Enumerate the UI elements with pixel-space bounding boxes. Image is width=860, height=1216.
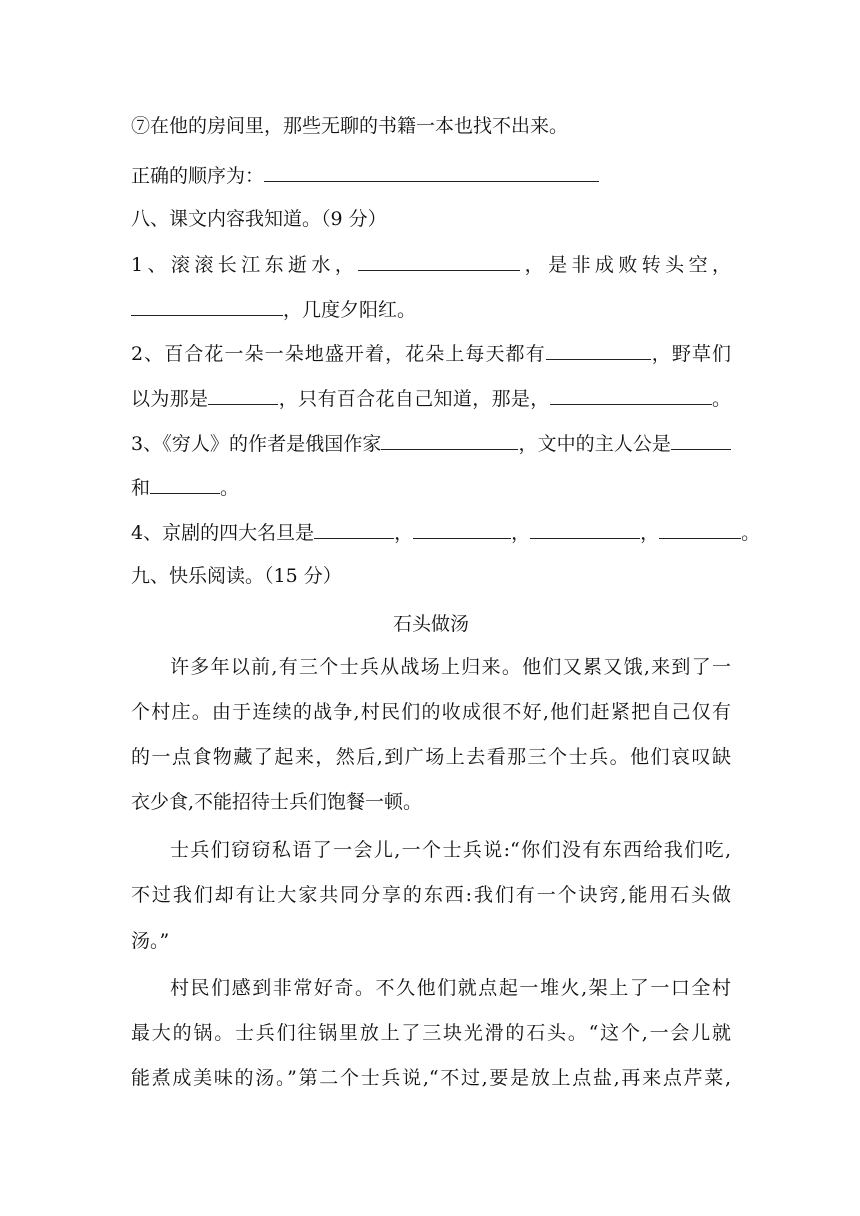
q4-comma-1: ， [394, 522, 414, 544]
option-7-line: ⑦在他的房间里，那些无聊的书籍一本也找不出来。 [131, 115, 569, 137]
q3-text-d: 。 [220, 477, 240, 499]
q2-blank-3[interactable] [550, 386, 712, 405]
q3-text-b: ，文中的主人公是 [518, 433, 671, 455]
q2-blank-2[interactable] [208, 386, 278, 405]
paragraph-3-line-3: 能煮成美味的汤。”第二个士兵说,“不过,要是放上点盐,再来点芹菜, [131, 1067, 731, 1089]
paragraph-1-line-4: 衣少食,不能招待士兵们饱餐一顿。 [131, 791, 423, 813]
q2-blank-1[interactable] [546, 341, 651, 360]
question-4-line [131, 520, 761, 545]
q4-blank-1[interactable] [314, 520, 394, 539]
q4-blank-2[interactable] [413, 520, 511, 539]
q3-text-c: 和 [131, 477, 151, 499]
q2-text-a: 2、百合花一朵一朵地盛开着，花朵上每天都有 [131, 343, 546, 365]
q4-blank-3[interactable] [530, 520, 640, 539]
correct-order-line [131, 163, 731, 188]
q4-text-a: 4、京剧的四大名旦是 [131, 522, 315, 544]
q2-text-c: 以为那是 [131, 388, 209, 410]
q3-text-a: 3、《穷人》的作者是俄国作家 [131, 433, 382, 455]
passage-title: 石头做汤 [392, 613, 469, 635]
paragraph-2-line-2: 不过我们却有让大家共同分享的东西:我们有一个诀窍,能用石头做 [131, 884, 731, 906]
q4-comma-2: ， [511, 522, 531, 544]
q2-text-e: 。 [711, 388, 731, 410]
q1-text-a: 1、滚滚长江东逝水， [131, 254, 359, 276]
q3-blank-3[interactable] [150, 475, 220, 494]
paragraph-3-line-1: 村民们感到非常好奇。不久他们就点起一堆火,架上了一口全村 [170, 977, 731, 999]
paragraph-1-line-1: 许多年以前,有三个士兵从战场上归来。他们又累又饿,来到了一 [170, 656, 731, 678]
q2-text-b: ，野草们 [650, 343, 731, 365]
paragraph-3-line-2: 最大的锅。士兵们往锅里放上了三块光滑的石头。“这个,一会儿就 [131, 1022, 731, 1044]
correct-order-blank[interactable] [264, 163, 599, 182]
question-1-line-1 [131, 252, 731, 277]
q3-blank-1[interactable] [381, 431, 518, 450]
q4-blank-4[interactable] [659, 520, 741, 539]
paragraph-1-line-3: 的一点食物藏了起来，然后,到广场上去看那三个士兵。他们哀叹缺 [131, 746, 731, 768]
paragraph-1-line-2: 个村庄。由于连续的战争,村民们的收成很不好,他们赶紧把自己仅有 [131, 701, 731, 723]
question-3-line-1 [131, 431, 731, 456]
q1-text-c: ，几度夕阳红。 [283, 299, 417, 321]
q3-blank-2[interactable] [671, 431, 731, 450]
question-2-line-2 [131, 386, 731, 411]
q4-period: 。 [741, 522, 761, 544]
paragraph-2-line-3: 汤。” [131, 930, 170, 952]
q2-text-d: ，只有百合花自己知道，那是， [278, 388, 550, 410]
question-3-line-2 [131, 475, 731, 500]
question-1-line-2 [131, 297, 731, 322]
question-2-line-1 [131, 341, 731, 366]
q1-text-b: ，是非成败转头空， [520, 254, 731, 276]
correct-order-label: 正确的顺序为： [131, 165, 265, 187]
q1-blank-2[interactable] [131, 297, 283, 316]
section-9-heading: 九、快乐阅读。（15 分） [131, 565, 342, 587]
section-8-heading: 八、课文内容我知道。（9 分） [131, 208, 387, 230]
q1-blank-1[interactable] [358, 252, 520, 271]
paragraph-2-line-1: 士兵们窃窃私语了一会儿,一个士兵说:“你们没有东西给我们吃, [170, 839, 731, 861]
q4-comma-3: ， [640, 522, 660, 544]
